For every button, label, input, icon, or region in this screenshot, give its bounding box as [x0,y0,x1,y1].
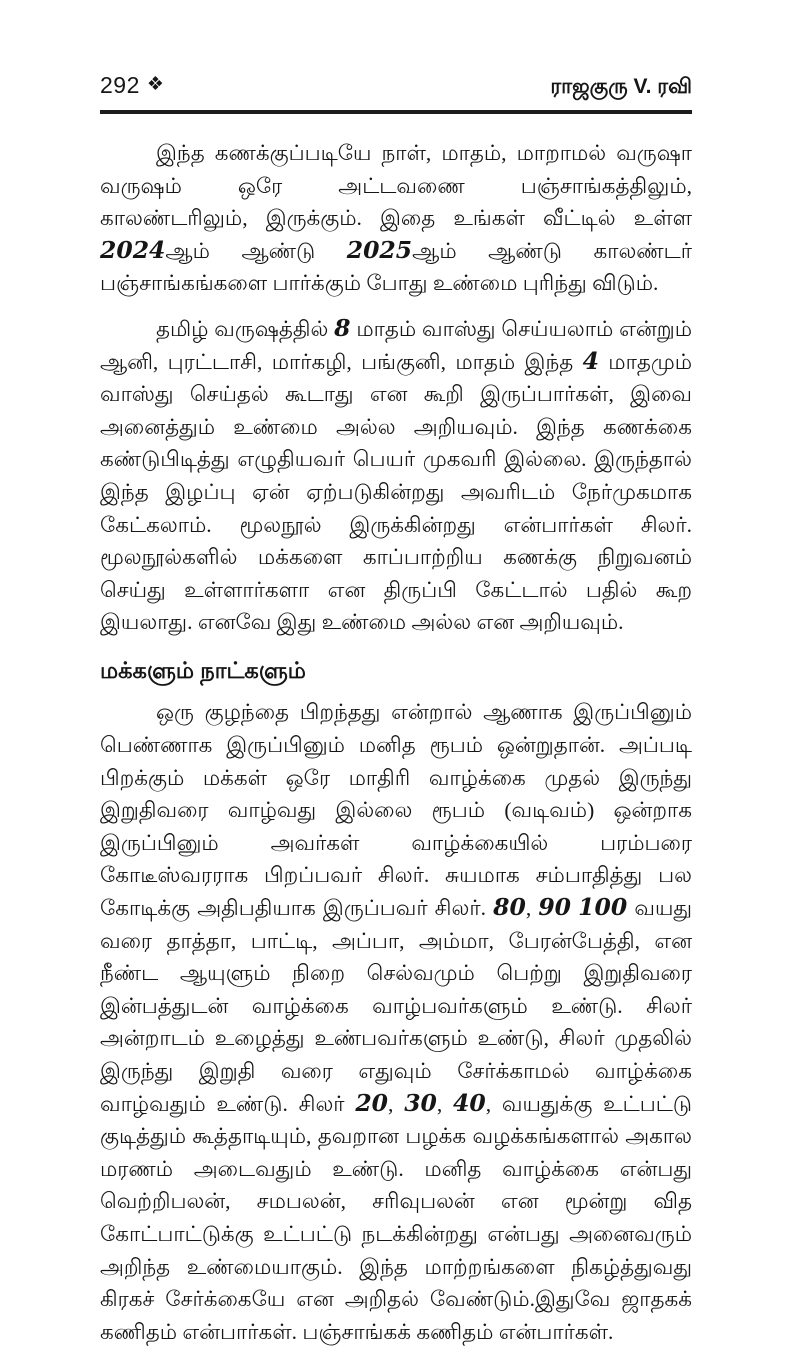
page-body [100,137,692,1348]
header-left [100,74,164,97]
numeral: 2025 [346,235,413,264]
body-paragraph: ஒரு குழந்தை பிறந்தது என்றால் ஆணாக இருப்பினும் பெண்ணாக இருப்பினும் மனித ரூபம் ஒன்றுதான். அப்படி பிறக்கும் மக்கள் ஒரே மாதிரி வாழ்க்கை முதல் இருந்து இறுதிவரை வாழ்வது இல்லை ரூபம் (வடிவம்) ஒன்றாக இருப்பினும் அவர்கள் வாழ்க்கையில் பரம்பரை கோடீஸ்வரராக பிறப்பவர் சிலர். சுயமாக சம்பாதித்து பல கோடிக்கு அதிபதியாக இருப்பவர் சிலர். 80, 90 100 வயது வரை தாத்தா, பாட்டி, அப்பா, அம்மா, பேரன்பேத்தி, என நீண்ட ஆயுளும் நிறை செல்வமும் பெற்று இறுதிவரை இன்பத்துடன் வாழ்க்கை வாழ்பவர்களும் உண்டு. சிலர் அன்றாடம் உழைத்து உண்பவர்களும் உண்டு, சிலர் முதலில் இருந்து இறுதி வரை எதுவும் சேர்க்காமல் வாழ்க்கை வாழ்வதும் உண்டு. சிலர் 20, 30, 40, வயதுக்கு உட்பட்டு குடித்தும் கூத்தாடியும், தவறான பழக்க வழக்கங்களால் அகால மரணம் அடைவதும் உண்டு. மனித வாழ்க்கை என்பது வெற்றிபலன், சமபலன், சரிவுபலன் என மூன்று வித கோட்பாட்டுக்கு உட்பட்டு நடக்கின்றது என்பது அனைவரும் அறிந்த உண்மையாகும். இந்த மாற்றங்களை நிகழ்த்துவது கிரகச் சேர்க்கையே என அறிதல் வேண்டும்.இதுவே ஜாதகக் கணிதம் என்பார்கள். பஞ்சாங்கக் கணிதம் என்பார்கள். [100,700,693,1344]
body-paragraph: தமிழ் வருஷத்தில் 8 மாதம் வாஸ்து செய்யலாம் என்றும் ஆனி, புரட்டாசி, மார்கழி, பங்குனி, மாதம் இந்த 4 மாதமும் வாஸ்து செய்தல் கூடாது என கூறி இருப்பார்கள், இவை அனைத்தும் உண்மை அல்ல அறியவும். இந்த கணக்கை கண்டுபிடித்து எழுதியவர் பெயர் முகவரி இல்லை. இருந்தால் இந்த இழப்பு ஏன் ஏற்படுகின்றது அவரிடம் நேர்முகமாக கேட்கலாம். மூலநூல் இருக்கின்றது என்பார்கள் சிலர். மூலநூல்களில் மக்களை காப்பாற்றிய கணக்கு நிறுவனம் செய்து உள்ளார்களா என திருப்பி கேட்டால் பதில் கூற இயலாது. எனவே இது உண்மை அல்ல என அறியவும். [100,313,692,635]
body-paragraph: இந்த கணக்குப்படியே நாள், மாதம், மாறாமல் வருஷா வருஷம் ஒரே அட்டவணை பஞ்சாங்கத்திலும், காலண்டரிலும், இருக்கும். இதை உங்கள் வீட்டில் உள்ள 2024ஆம் ஆண்டு 2025ஆம் ஆண்டு காலண்டர் பஞ்சாங்கங்களை பார்க்கும் போது உண்மை புரிந்து விடும். [100,141,692,296]
author-name: ராஜகுரு V. ரவி [550,75,692,98]
numeral: 8 [334,313,351,342]
numeral: 90 [538,892,572,921]
page-header [100,74,692,97]
header-rule [100,110,692,114]
numeral: 20 [355,1088,389,1117]
numeral: 4 [582,346,599,375]
numeral: 30 [404,1088,437,1117]
diamond-ornament-icon: ❖ [146,74,165,95]
page-number: 292 [100,72,140,98]
numeral: 100 [578,892,628,921]
numeral: 2024 [100,235,166,264]
numeral: 40 [453,1088,486,1117]
numeral: 80 [493,892,526,921]
section-heading: மக்களும் நாட்களும் [100,657,306,683]
